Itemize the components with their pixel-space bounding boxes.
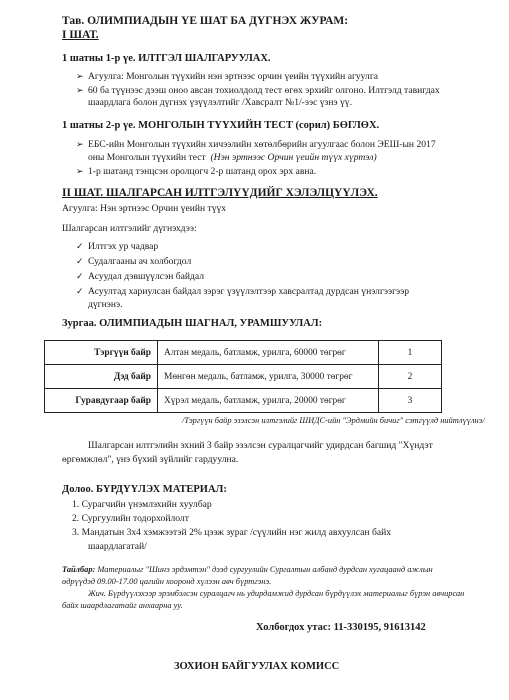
table-row (45, 365, 442, 389)
arrow-bullet-icon: ➢ (76, 86, 84, 96)
award-rank: 3 (379, 389, 442, 413)
materials-heading: Долоо. БҮРДҮҮЛЭХ МАТЕРИАЛ: (62, 484, 227, 495)
award-rank: 2 (379, 365, 442, 389)
table-row (45, 389, 442, 413)
list-item: ➢ 60 ба түүнээс дээш оноо авсан тохиолдолд тест өгөх эрхийг олгоно. Илтгэлд тавигдах (76, 85, 440, 96)
check-bullet-icon: ✓ (76, 257, 84, 267)
award-rank: 1 (379, 341, 442, 365)
footnote-line: өдрүүдэд 09.00-17.00 цагийн хооронд хүлээн авч бүртгэнэ. (62, 577, 272, 586)
stage2-content: Агуулга: Нэн эртнээс Орчин үеийн түүх (62, 203, 227, 214)
stage2-heading: II ШАТ. ШАЛГАРСАН ИЛТГЭЛҮҮДИЙГ ХЭЛЭЛЦҮҮЛЭХ. (62, 187, 378, 199)
footnote-label: Тайлбар: (62, 565, 96, 574)
awards-heading: Зургаа. ОЛИМПИАДЫН ШАГНАЛ, УРАМШУУЛАЛ: (62, 318, 323, 329)
award-place: Гуравдугаар байр (45, 389, 158, 413)
list-item: ✓ Асуудал дэвшүүлсэн байдал (76, 271, 205, 282)
award-prize: Мөнгөн медаль, батламж, урилга, 30000 төгрөг (158, 365, 379, 389)
arrow-bullet-icon: ➢ (76, 167, 84, 177)
signature: ЗОХИОН БАЙГУУЛАХ КОМИСС (174, 661, 340, 672)
award-place: Дэд байр (45, 365, 158, 389)
footnote-line: Жич. Бүрдүүлэхээр эрэмбэлсэн суралцагч нь удирдамжид дурдсан бүрдүүлэх материалыг бүрэн авчирсан (88, 589, 465, 598)
awards-paragraph-line1: Шалгарсан илтгэлийн эхний 3 байр эзэлсэн суралцагчийг удирдсан багшид "Хүндэт (88, 440, 433, 451)
footnote-line: Тайлбар: Материалыг "Шинэ эрдэмтэн" дээд сургуулийн Сургалтын албанд дурдсан хугацаанд ажлын (62, 565, 433, 574)
award-prize: Алтан медаль, батламж, урилга, 60000 төгрөг (158, 341, 379, 365)
list-item: ➢ ЕБС-ийн Монголын түүхийн хичээлийн хөтөлбөрийн агуулгаас болон ЭЕШ-ын 2017 (76, 139, 436, 150)
list-item: 2. Сургуулийн тодорхойлолт (72, 513, 189, 524)
footnote-line: байх шаардлагатайг анхаарна уу. (62, 601, 183, 610)
list-item-continued: дүгнэнэ. (88, 299, 123, 310)
stage1-round2-title: 1 шатны 2-р үе. МОНГОЛЫН ТҮҮХИЙН ТЕСТ (сорил) БӨГЛӨХ. (62, 120, 380, 131)
table-row (45, 341, 442, 365)
section-title: Тав. ОЛИМПИАДЫН ҮЕ ШАТ БА ДҮГНЭХ ЖУРАМ: (62, 15, 349, 27)
contact-phone: Холбогдох утас: 11-330195, 91613142 (256, 622, 426, 633)
awards-paragraph-line2: өргөмжлөл", үнэ бүхий зүйлийг гардуулна. (62, 454, 239, 465)
list-item: ✓ Илтгэх ур чадвар (76, 241, 159, 252)
check-bullet-icon: ✓ (76, 287, 84, 297)
stage2-criteria-intro: Шалгарсан илтгэлийг дүгнэхдээ: (62, 223, 197, 234)
list-item: ➢ Агуулга: Монголын түүхийн нэн эртнээс орчин үеийн түүхийн агуулга (76, 71, 379, 82)
arrow-bullet-icon: ➢ (76, 72, 84, 82)
list-item-continued: шаардлагатай/ (88, 541, 147, 552)
award-prize: Хүрэл медаль, батламж, урилга, 20000 төгрөг (158, 389, 379, 413)
list-item: ✓ Судалгааны ач холбогдол (76, 256, 192, 267)
list-item: ➢ 1-р шатанд тэнцсэн оролцогч 2-р шатанд орох эрх авна. (76, 166, 317, 177)
list-item: 3. Мандатын 3х4 хэмжээтэй 2% цээж зураг /сүүлийн нэг жилд авхуулсан байх (72, 527, 392, 538)
list-item-continued: шаардлага болон дүгнэх үзүүлэлтийг /Хавсралт №1/-ээс үзнэ үү. (88, 97, 352, 108)
check-bullet-icon: ✓ (76, 242, 84, 252)
stage1-round1-title: 1 шатны 1-р үе. ИЛТГЭЛ ШАЛГАРУУЛАХ. (62, 53, 271, 64)
awards-note: /Тэргүүн байр эзэлсэн илтгэлийг ШИДС-ийн "Эрдмийн бичиг" сэтгүүлд нийтлүүлнэ/ (182, 416, 485, 425)
check-bullet-icon: ✓ (76, 272, 84, 282)
list-item: ✓ Асуултад хариулсан байдал зэрэг үзүүлэлтээр хавсралтад дурдсан үнэлгээгээр (76, 286, 410, 297)
awards-table (44, 340, 442, 413)
list-item: 1. Сурагчийн үнэмлэхийн хуулбар (72, 499, 212, 510)
list-item-continued: оны Монголын түүхийн тест (Нэн эртнээс Орчин үеийн түүх хүртэл) (88, 152, 377, 163)
award-place: Тэргүүн байр (45, 341, 158, 365)
arrow-bullet-icon: ➢ (76, 140, 84, 150)
stage1-heading: I ШАТ. (62, 29, 99, 41)
